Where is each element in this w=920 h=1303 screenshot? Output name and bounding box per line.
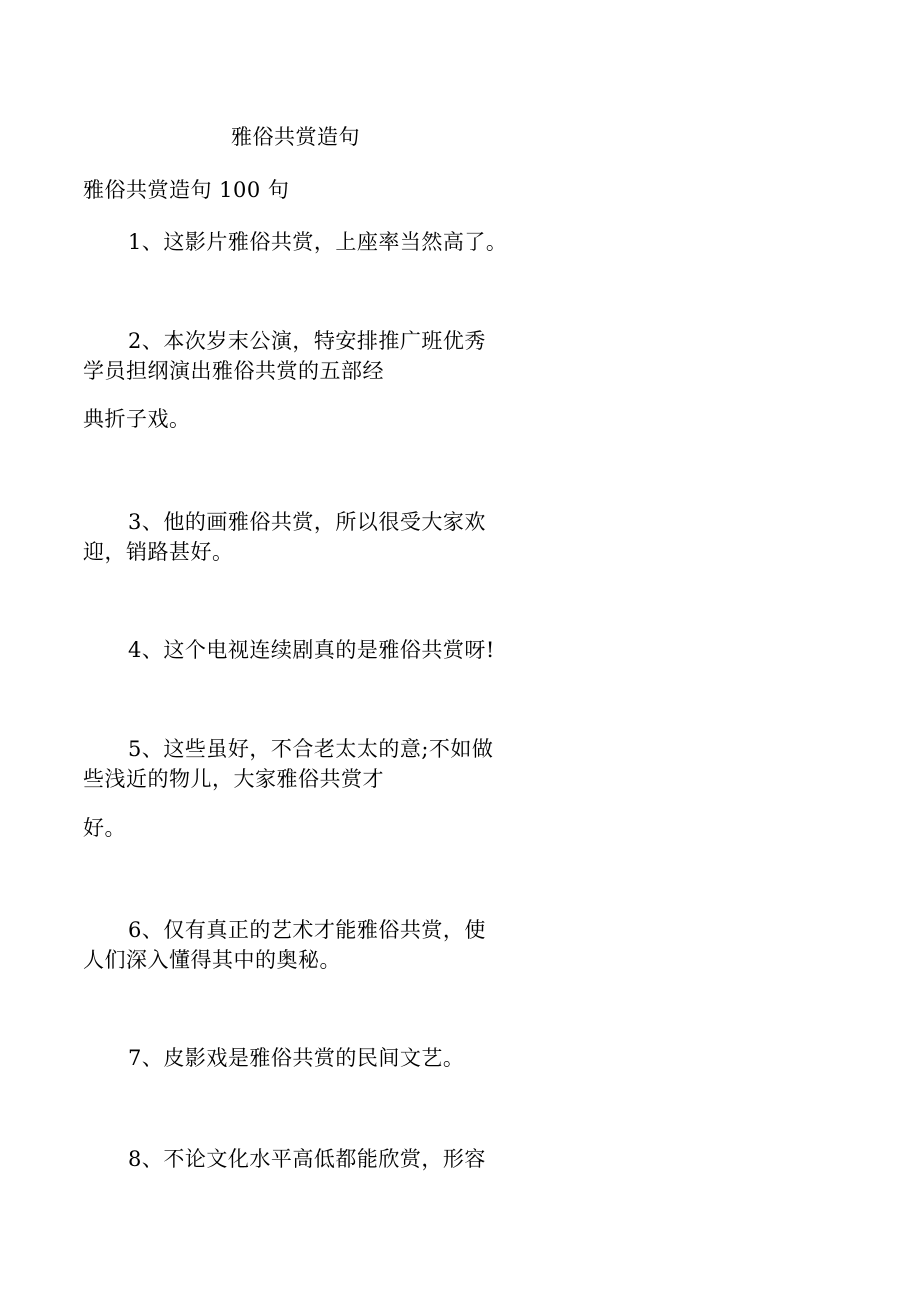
item-5-line-2: 些浅近的物儿，大家雅俗共赏才 [83, 767, 384, 791]
item-6-line-2: 人们深入懂得其中的奥秘。 [83, 948, 341, 972]
item-4-line-1: 4、这个电视连续剧真的是雅俗共赏呀! [128, 638, 495, 662]
item-2-line-3: 典折子戏。 [83, 407, 191, 431]
item-8-line-1: 8、不论文化水平高低都能欣赏，形容 [128, 1147, 486, 1171]
item-2-line-2: 学员担纲演出雅俗共赏的五部经 [83, 359, 384, 383]
item-3-line-1: 3、他的画雅俗共赏，所以很受大家欢 [128, 510, 486, 534]
item-2-line-1: 2、本次岁末公演，特安排推广班优秀 [128, 329, 486, 353]
item-1-line-1: 1、这影片雅俗共赏，上座率当然高了。 [128, 230, 508, 254]
document-subtitle: 雅俗共赏造句 100 句 [83, 178, 290, 202]
item-5-line-1: 5、这些虽好，不合老太太的意;不如做 [128, 737, 494, 761]
item-3-line-2: 迎，销路甚好。 [83, 540, 234, 564]
item-5-line-3: 好。 [83, 816, 126, 840]
document-title: 雅俗共赏造句 [231, 125, 360, 149]
item-7-line-1: 7、皮影戏是雅俗共赏的民间文艺。 [128, 1046, 465, 1070]
item-6-line-1: 6、仅有真正的艺术才能雅俗共赏，使 [128, 918, 486, 942]
